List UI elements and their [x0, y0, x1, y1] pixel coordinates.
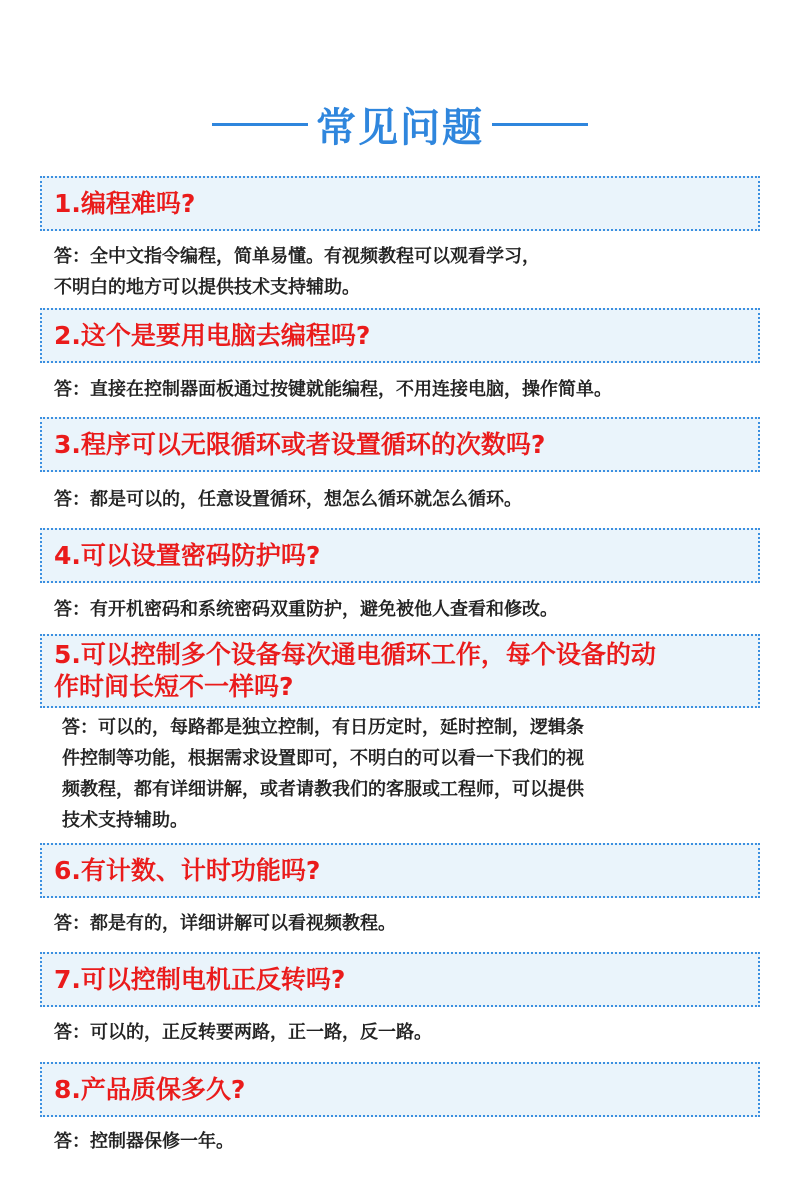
faq-question-box-3	[40, 417, 760, 472]
faq-question-box-8	[40, 1062, 760, 1117]
faq-question-box-7	[40, 952, 760, 1007]
faq-question-6: 6.有计数、计时功能吗?	[54, 855, 321, 885]
page-header	[0, 96, 800, 152]
faq-question-box-5	[40, 634, 760, 708]
faq-answer-1: 答：全中文指令编程，简单易懂。有视频教程可以观看学习， 不明白的地方可以提供技术支持辅助。	[54, 246, 540, 298]
faq-question-2: 2.这个是要用电脑去编程吗?	[54, 320, 371, 350]
faq-question-box-2	[40, 308, 760, 363]
faq-answer-5: 答：可以的，每路都是独立控制，有日历定时，延时控制，逻辑条 件控制等功能，根据需求设置即可，不明白的可以看一下我们的视 频教程，都有详细讲解，或者请教我们的客服或工程师，可以提供 技术支持辅助。	[62, 717, 584, 831]
faq-answer-7: 答：可以的，正反转要两路，正一路，反一路。	[54, 1022, 432, 1043]
page-title: 常见问题	[316, 104, 484, 151]
faq-answer-2: 答：直接在控制器面板通过按键就能编程，不用连接电脑，操作简单。	[54, 379, 612, 400]
faq-question-1: 1.编程难吗?	[54, 188, 196, 218]
faq-answer-8: 答：控制器保修一年。	[54, 1131, 234, 1152]
title-right-line	[492, 123, 588, 126]
faq-question-3: 3.程序可以无限循环或者设置循环的次数吗?	[54, 429, 546, 459]
title-left-line	[212, 123, 308, 126]
faq-answer-3: 答：都是可以的，任意设置循环，想怎么循环就怎么循环。	[54, 489, 522, 510]
faq-question-7: 7.可以控制电机正反转吗?	[54, 964, 346, 994]
faq-question-box-4	[40, 528, 760, 583]
faq-question-5: 5.可以控制多个设备每次通电循环工作，每个设备的动 作时间长短不一样吗?	[54, 640, 656, 701]
faq-question-8: 8.产品质保多久?	[54, 1074, 246, 1104]
faq-answer-4: 答：有开机密码和系统密码双重防护，避免被他人查看和修改。	[54, 599, 558, 620]
faq-question-box-1	[40, 176, 760, 231]
faq-question-4: 4.可以设置密码防护吗?	[54, 540, 321, 570]
faq-question-box-6	[40, 843, 760, 898]
faq-answer-6: 答：都是有的，详细讲解可以看视频教程。	[54, 913, 396, 934]
